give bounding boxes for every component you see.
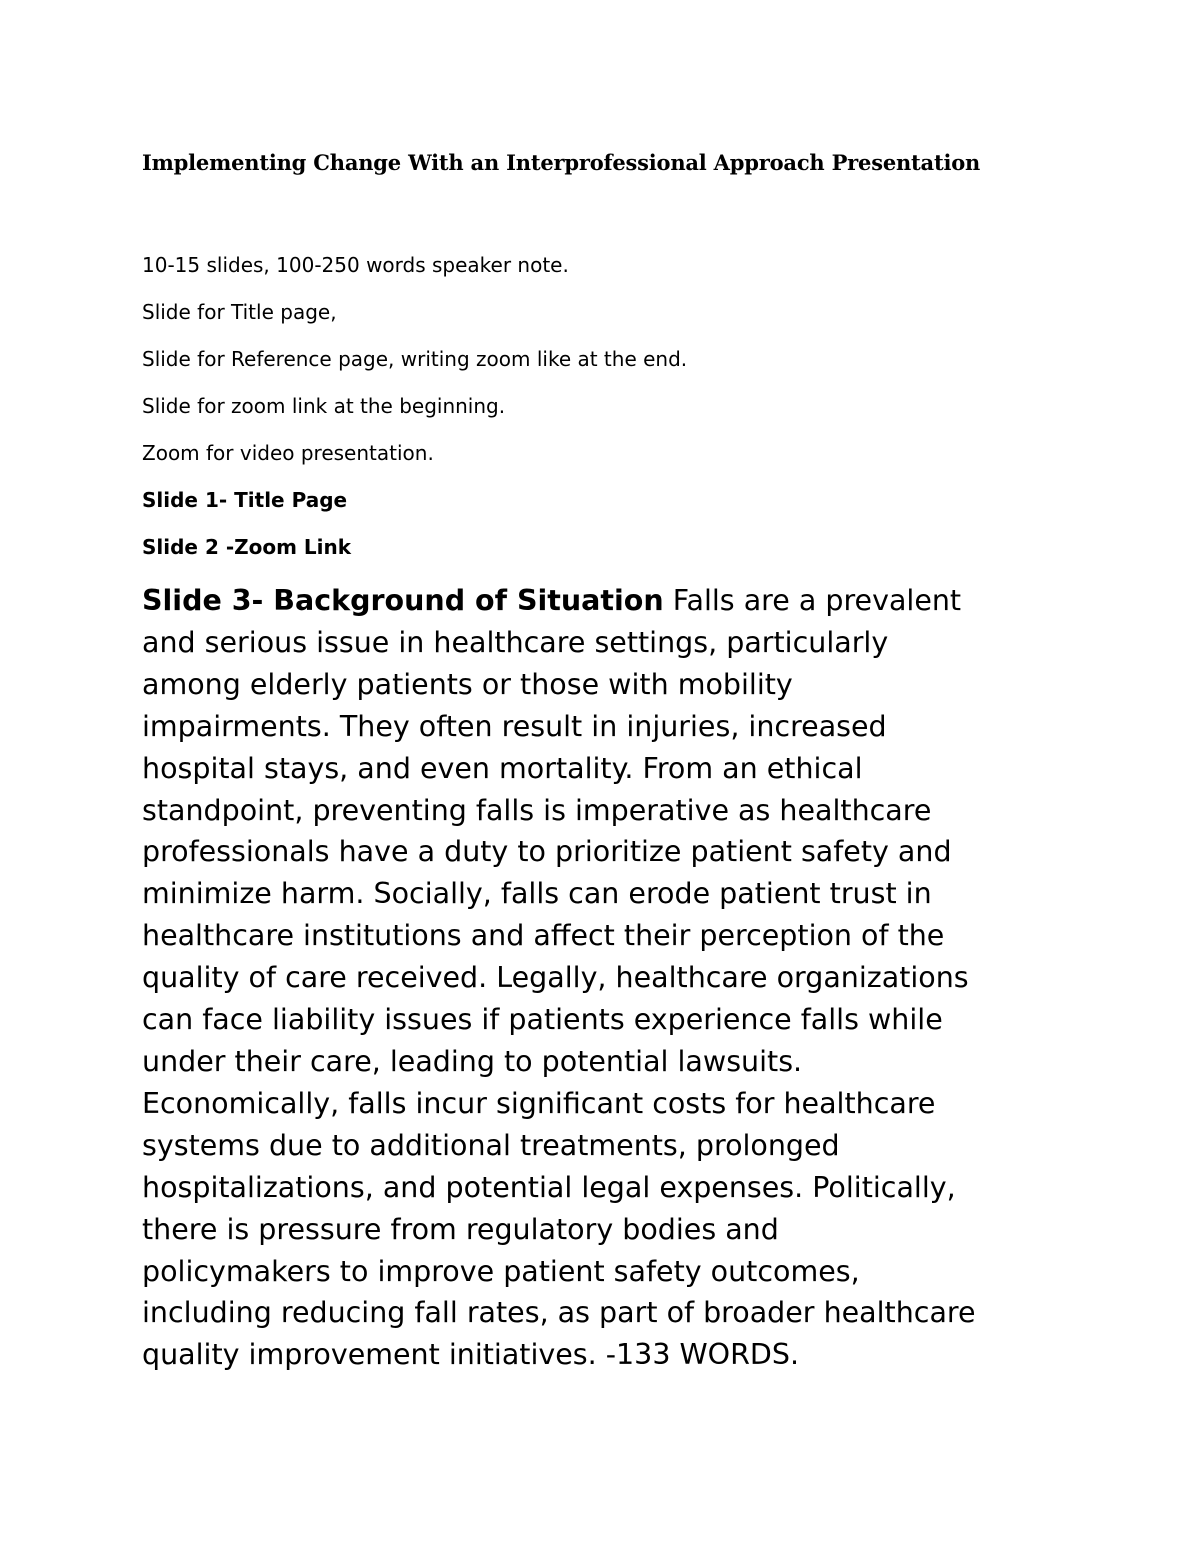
paragraph-line: under their care, leading to potential lawsuits.: [142, 1044, 803, 1078]
paragraph-line: systems due to additional treatments, prolonged: [142, 1128, 840, 1162]
note-line: Slide for zoom link at the beginning.: [142, 394, 506, 418]
note-line: Slide for Reference page, writing zoom like at the end.: [142, 347, 688, 371]
paragraph-line: can face liability issues if patients experience falls while: [142, 1003, 943, 1037]
note-line: Slide for Title page,: [142, 300, 337, 324]
paragraph-line: hospitalizations, and potential legal expenses. Politically,: [142, 1170, 956, 1204]
paragraph-text: Falls are a prevalent: [663, 584, 962, 617]
document-title: Implementing Change With an Interprofessional Approach Presentation: [142, 150, 981, 175]
paragraph-line: standpoint, preventing falls is imperative as healthcare: [142, 793, 932, 827]
paragraph-line: minimize harm. Socially, falls can erode patient trust in: [142, 877, 932, 911]
paragraph-line: among elderly patients or those with mobility: [142, 667, 793, 701]
paragraph-line: impairments. They often result in injuries, increased: [142, 709, 887, 743]
note-line: Zoom for video presentation.: [142, 441, 434, 465]
paragraph-line: including reducing fall rates, as part of broader healthcare: [142, 1296, 976, 1330]
paragraph-line: healthcare institutions and affect their perception of the: [142, 919, 945, 953]
slide-3-section: [142, 580, 1082, 1376]
slide-3-first-line: [142, 580, 1082, 622]
paragraph-line: professionals have a duty to prioritize patient safety and: [142, 835, 952, 869]
paragraph-line: quality improvement initiatives. -133 WORDS.: [142, 1338, 800, 1372]
paragraph-line: there is pressure from regulatory bodies and: [142, 1212, 779, 1246]
paragraph-line: policymakers to improve patient safety outcomes,: [142, 1254, 860, 1288]
paragraph-line: hospital stays, and even mortality. From an ethical: [142, 751, 863, 785]
slide-2-heading: Slide 2 -Zoom Link: [142, 535, 352, 559]
paragraph-line: and serious issue in healthcare settings, particularly: [142, 625, 889, 659]
slide-3-heading: Slide 3- Background of Situation: [142, 584, 664, 617]
paragraph-line: quality of care received. Legally, healthcare organizations: [142, 961, 969, 995]
slide-1-heading: Slide 1- Title Page: [142, 488, 348, 512]
paragraph-line: Economically, falls incur significant costs for healthcare: [142, 1086, 936, 1120]
note-line: 10-15 slides, 100-250 words speaker note.: [142, 253, 569, 277]
